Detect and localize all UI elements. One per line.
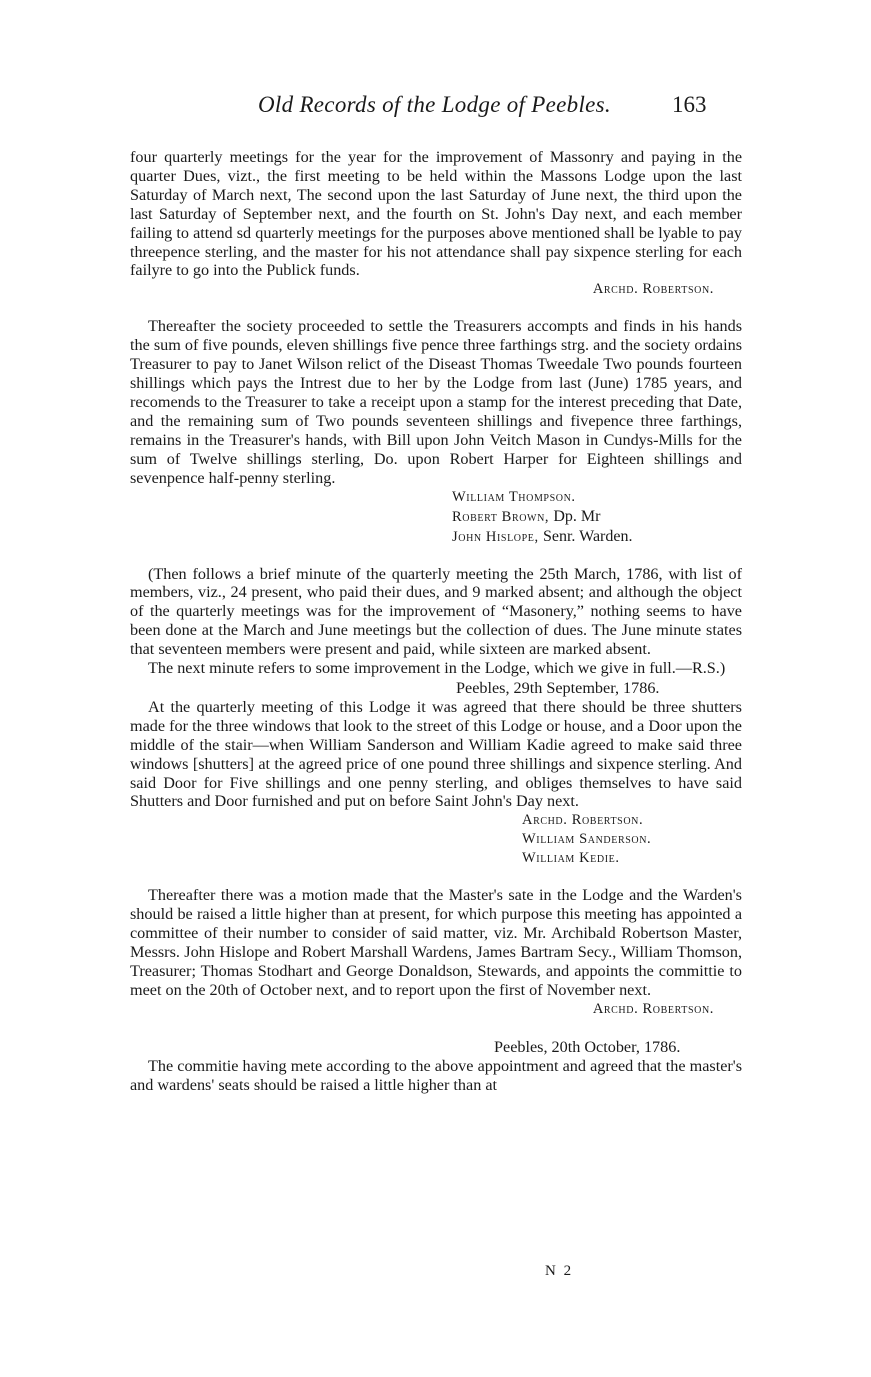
signature-william-kedie: William Kedie.: [522, 850, 620, 867]
page-number: 163: [672, 92, 707, 117]
signature-john-hislope: [130, 527, 742, 547]
signature-name: John Hislope,: [452, 528, 539, 545]
paragraph-editorial-note: (Then follows a brief minute of the quarterly meeting the 25th March, 1786, with list of members, viz., 24 present, who paid their dues, and 9 marked absent; and although the object of the quarterly meetings was for the improvement of “Masonery,” nothing seems to have been done at the March and June meetings but the collection of dues. The June minute states that seventeen members were present and paid, while sixteen are marked absent.: [130, 564, 742, 659]
spacer: [130, 1019, 742, 1037]
spacer: [130, 868, 742, 886]
paragraph-treasurer-accompts: Thereafter the society proceeded to settle the Treasurers accompts and finds in his hands the sum of five pounds, eleven shillings five pence three farthings strg. and the society ordains Treasurer to pay to Janet Wilson relict of the Diseast Thomas Tweedale Two pounds fourteen shillings which pays the Intrest due to her by the Lodge from last (June) 1785 years, and recomends to the Treasurer to take a receipt upon a stamp for the interest preceding that Date, and the remaining sum of Two pounds seventeen shillings and fivepence three farthings, remains in the Treasurer's hands, with Bill upon John Veitch Mason in Cundys-Mills for the sum of Twelve shillings sterling, Do. upon Robert Harper for Eighteen shillings and sevenpence half-penny sterling.: [130, 317, 742, 487]
signature-archd-robertson: Archd. Robertson.: [592, 281, 714, 298]
signature-office: Dp. Mr: [553, 507, 601, 525]
running-title: Old Records of the Lodge of Peebles.: [258, 92, 611, 117]
paragraph-quarterly-meetings: four quarterly meetings for the year for the improvement of Massonry and paying in the quarter Dues, vizt., the first meeting to be held within the Massons Lodge upon the last Saturday of March next, The second upon the last Saturday of June next, the third upon the last Saturday of September next, and the fourth on St. John's Day next, and each member failing to attend sd quarterly meetings for the purposes above mentioned shall be lyable to pay threepence sterling, and the master for his not attendance shall pay sixpence sterling for each failyre to go into the Publick funds.: [130, 148, 742, 280]
paragraph-masters-seat: Thereafter there was a motion made that the Master's sate in the Lodge and the Warden's should be raised a little higher than at present, for which purpose this meeting has appointed a committee of their number to consider of said matter, viz. Mr. Archibald Robertson Master, Messrs. John Hislope and Robert Marshall Wardens, James Bartram Secy., William Thomson, Treasurer; Thomas Stodhart and George Donaldson, Stewards, and appoints the committie to meet on the 20th of October next, and to report upon the first of November next.: [130, 886, 742, 999]
spacer: [130, 299, 742, 317]
signature-archd-robertson: Archd. Robertson.: [522, 812, 644, 829]
page-body: [130, 148, 742, 1095]
signature-william-sanderson: William Sanderson.: [522, 831, 652, 848]
signature-mark: N 2: [545, 1263, 574, 1279]
paragraph-committee-met: The commitie having mete according to the above appointment and agreed that the master's and wardens' seats should be raised a little higher than at: [130, 1056, 742, 1094]
signature-archd-robertson: Archd. Robertson.: [592, 1000, 714, 1017]
running-head: [0, 92, 871, 132]
dateline-september: Peebles, 29th September, 1786.: [456, 678, 660, 697]
signature-office: Senr. Warden.: [542, 527, 633, 545]
spacer: [130, 547, 742, 565]
paragraph-shutters: At the quarterly meeting of this Lodge it was agreed that there should be three shutters made for the three windows that look to the street of this Lodge or house, and a Door upon the middle of the stair—when William Sanderson and William Kadie agreed to make said three windows [shutters] at the agreed price of one pound three shillings and sixpence sterling. And said Door for Five shillings and one penny sterling, and obliges themselves to have said Shutters and Door furnished and put on before Saint John's Day next.: [130, 697, 742, 811]
signature-william-thompson: William Thompson.: [452, 488, 576, 505]
signature-name: Robert Brown,: [452, 508, 550, 525]
paragraph-next-minute: The next minute refers to some improvement in the Lodge, which we give in full.—R.S.): [148, 659, 726, 678]
dateline-october: Peebles, 20th October, 1786.: [494, 1037, 681, 1056]
signature-robert-brown: [130, 507, 742, 527]
